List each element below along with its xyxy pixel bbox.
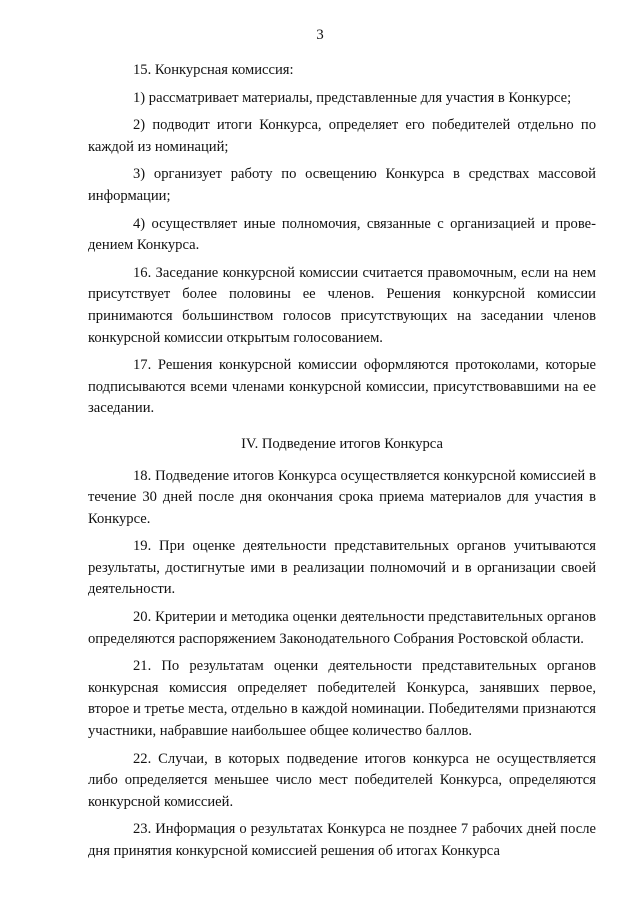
paragraph-15-item-1: 1) рассматривает материалы, представленные для участия в Конкурсе; (133, 89, 572, 106)
section-heading: IV. Подведение итогов Конкурса (241, 435, 443, 452)
paragraph-15-item-3: 3) организует работу по освещению Конкурса в средствах массовой информации; (88, 166, 596, 204)
paragraph-15-item-4: 4) осуществляет иные полномочия, связанные с организацией и проведением Конкурса. (88, 215, 596, 254)
paragraph-17: 17. Решения конкурсной комиссии оформляются протоколами, которые подписываются всеми членами конкурсной комиссии, присутствовавшими на ее заседании. (88, 357, 596, 417)
paragraph-22: 22. Случаи, в которых подведение итогов конкурса не осуществляется либо определяется меньшее число мест победителей Конкурса, определяются конкурсной комиссией. (88, 750, 596, 810)
paragraph-15: 15. Конкурсная комиссия: (133, 62, 294, 78)
document-body (88, 60, 596, 869)
paragraph-15-item-2: 2) подводит итоги Конкурса, определяет его победителей отдельно по каждой из номинаций; (88, 117, 596, 155)
paragraph-16: 16. Заседание конкурсной комиссии считается правомочным, если на нем присутствует более половины ее членов. Решения конкурсной комиссии принимаются большинством голосов присутствующих на заседании членов конкурсной комиссии открытым голосованием. (88, 264, 596, 346)
paragraph-18: 18. Подведение итогов Конкурса осуществляется конкурсной комиссией в течение 30 дней после дня окончания срока приема материалов для участия в Конкурсе. (88, 467, 596, 527)
paragraph-19: 19. При оценке деятельности представительных органов учитываются результаты, достигнутые ими в реализации полномочий и в организации своей деятельности. (88, 538, 596, 598)
page-number: 3 (316, 27, 324, 43)
paragraph-20: 20. Критерии и методика оценки деятельности представительных органов определяются распоряжением Законодательного Собрания Ростовской области. (88, 609, 596, 647)
paragraph-23: 23. Информация о результатах Конкурса не позднее 7 рабочих дней после дня принятия конкурсной комиссией решения об итогах Конкурса (88, 821, 596, 859)
paragraph-21: 21. По результатам оценки деятельности представительных органов конкурсная комиссия определяет победителей Конкурса, занявших первое, второе и третье места, отдельно в каждой номинации. Победителями признаются участники, набравшие наибольшее общее количество баллов. (88, 658, 596, 740)
